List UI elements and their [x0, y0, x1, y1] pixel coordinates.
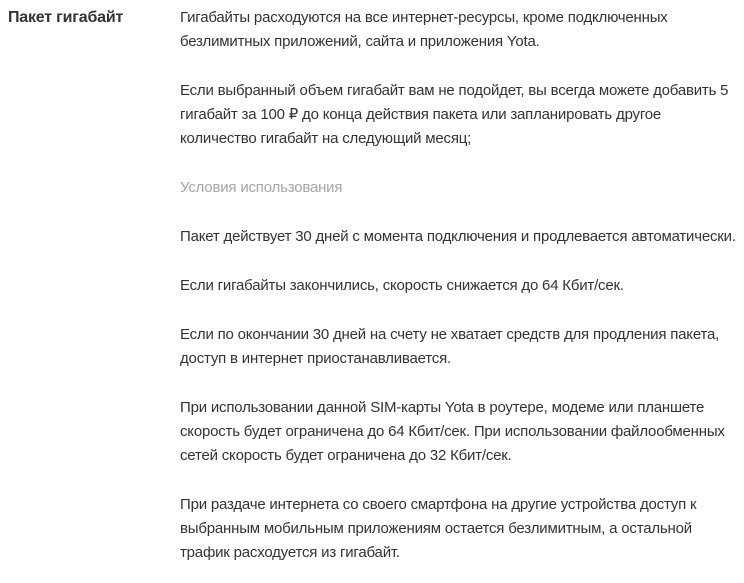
paragraph-sim-in-router: При использовании данной SIM-карты Yota в роутере, модеме или планшете скорость будет ограничена до 64 Кбит/сек. При использовании файлообменных сетей скорость будет ограничена до 32 Кбит/сек. — [180, 399, 725, 464]
usage-terms-subheading: Условия использования — [180, 179, 343, 196]
paragraph-gigabytes-usage: Гигабайты расходуются на все интернет-ресурсы, кроме подключенных безлимитных приложений, сайта и приложения Yota. — [180, 9, 668, 50]
paragraph-add-gigabytes: Если выбранный объем гигабайт вам не подойдет, вы всегда можете добавить 5 гигабайт за 100 ₽ до конца действия пакета или запланировать другое количество гигабайт на следующий месяц; — [180, 82, 729, 147]
term-column — [8, 6, 180, 565]
description-column — [180, 6, 736, 565]
section-title: Пакет гигабайт — [8, 9, 124, 26]
paragraph-tethering: При раздаче интернета со своего смартфона на другие устройства доступ к выбранным мобильным приложениям остается безлимитным, а остальной трафик расходуется из гигабайт. — [180, 496, 697, 561]
paragraph-speed-after-limit: Если гигабайты закончились, скорость снижается до 64 Кбит/сек. — [180, 277, 624, 294]
paragraph-package-duration: Пакет действует 30 дней с момента подключения и продлевается автоматически. — [180, 228, 736, 245]
paragraph-insufficient-funds: Если по окончании 30 дней на счету не хватает средств для продления пакета, доступ в интернет приостанавливается. — [180, 326, 720, 367]
